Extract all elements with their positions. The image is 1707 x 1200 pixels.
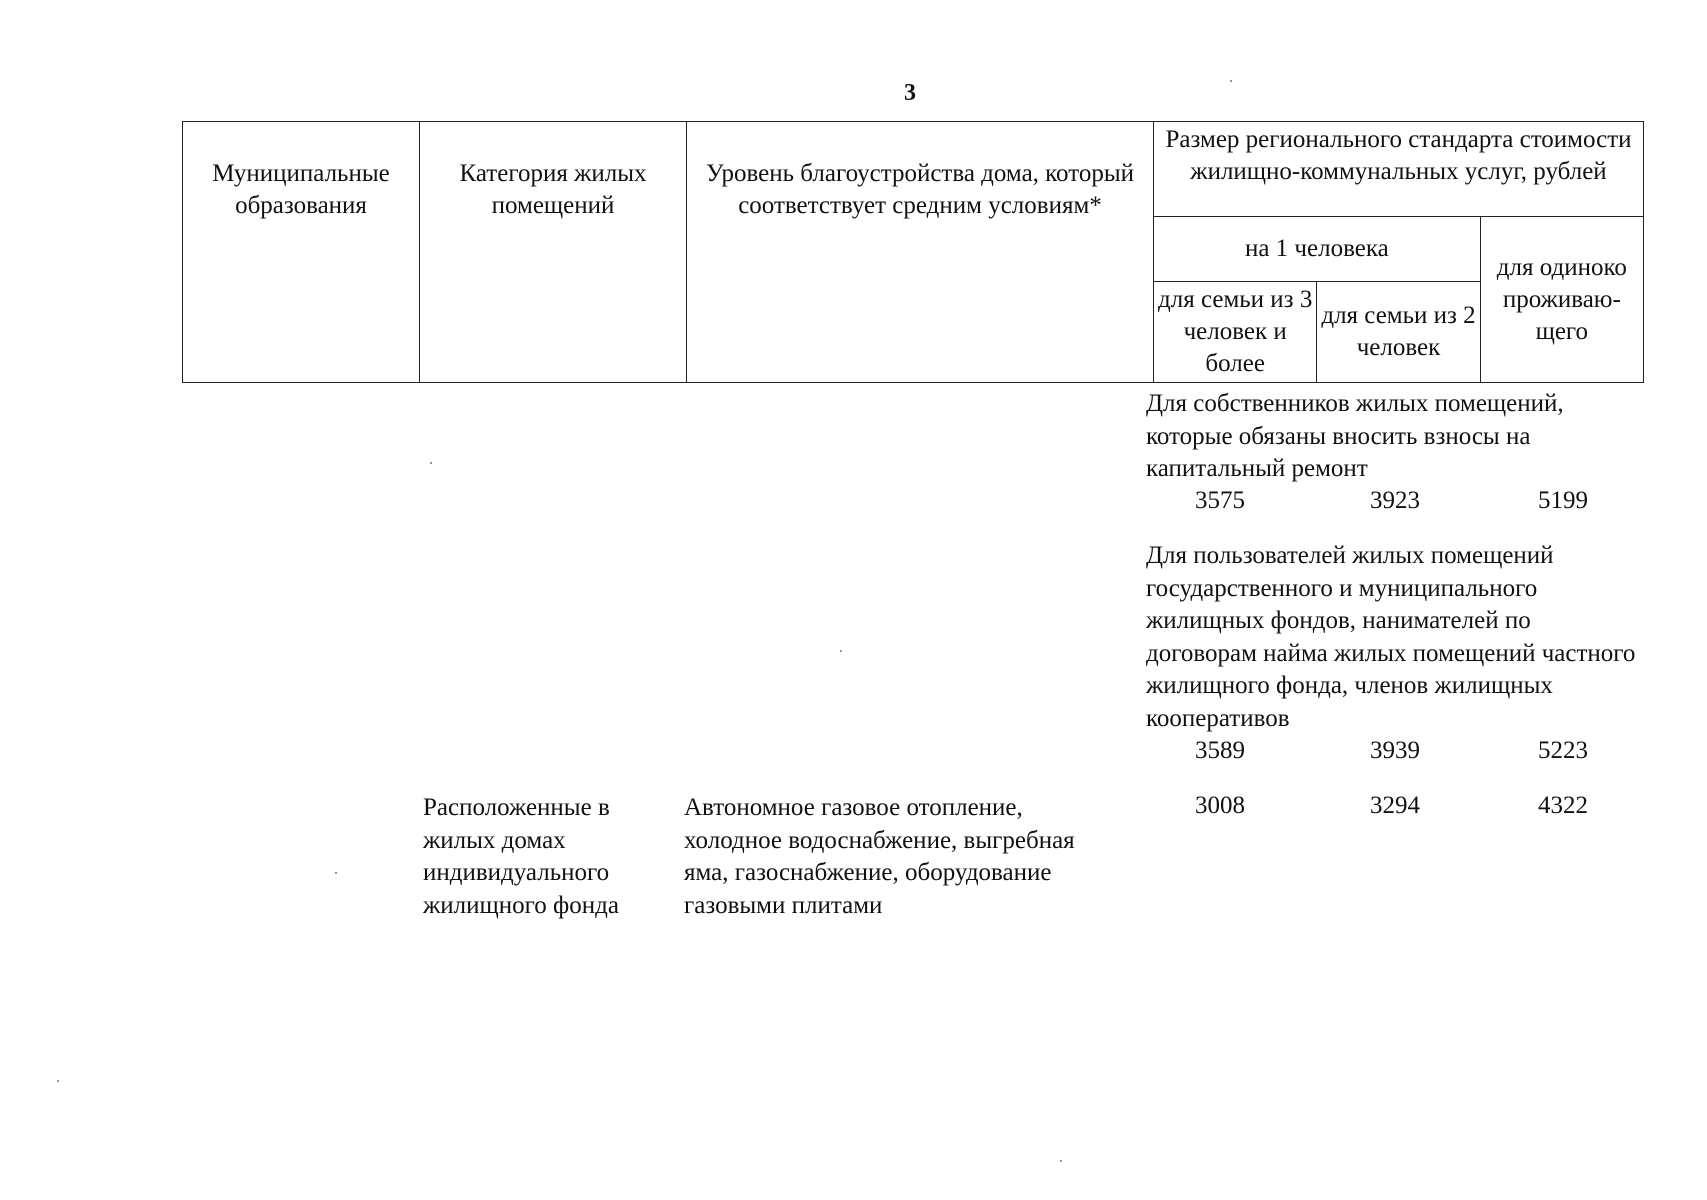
individual-family2-value: 3294 — [1370, 792, 1420, 819]
scan-speck — [1060, 1160, 1062, 1162]
header-standard-size: Размер регионального стандарта стоимости жилищно-коммунальных услуг, рублей — [1154, 122, 1644, 217]
individual-family3-value: 3008 — [1195, 792, 1245, 819]
owners-family3-value: 3575 — [1195, 487, 1245, 514]
users-section-label: Для пользователей жилых помещений государственного и муниципального жилищных фондов, нанимателей по договорам найма жилых помещений частного жилищного фонда, членов жилищных кооперативов — [1146, 542, 1636, 732]
tariff-table-header — [182, 121, 1644, 383]
header-per-person: на 1 человека — [1154, 217, 1481, 282]
header-family-3-plus: для семьи из 3 человек и более — [1154, 282, 1317, 383]
scan-speck — [1230, 80, 1232, 82]
individual-single-value: 4322 — [1538, 792, 1588, 819]
scan-speck — [430, 462, 432, 464]
header-housing-category: Категория жилых помещений — [420, 122, 687, 383]
header-family-2: для семьи из 2 человек — [1317, 282, 1480, 383]
individual-housing-category: Расположенные в жилых домах индивидуального жилищного фонда — [423, 794, 619, 919]
users-single-value: 5223 — [1538, 737, 1588, 764]
scan-speck — [335, 872, 337, 874]
users-family2-value: 3939 — [1370, 737, 1420, 764]
header-municipal-formations: Муниципальные образования — [183, 122, 420, 383]
scan-speck — [57, 1080, 59, 1082]
owners-family2-value: 3923 — [1370, 487, 1420, 514]
owners-section-label: Для собственников жилых помещений, которые обязаны вносить взносы на капитальный ремонт — [1146, 390, 1564, 482]
page-number: 3 — [904, 80, 916, 106]
owners-single-value: 5199 — [1538, 487, 1588, 514]
individual-housing-comfort-level: Автономное газовое отопление, холодное водоснабжение, выгребная яма, газоснабжение, оборудование газовыми плитами — [684, 794, 1075, 919]
scan-speck — [840, 650, 842, 652]
header-single-resident: для одиноко проживаю-щего — [1480, 217, 1643, 383]
header-comfort-level: Уровень благоустройства дома, который соответствует средним условиям* — [687, 122, 1154, 383]
users-family3-value: 3589 — [1195, 737, 1245, 764]
